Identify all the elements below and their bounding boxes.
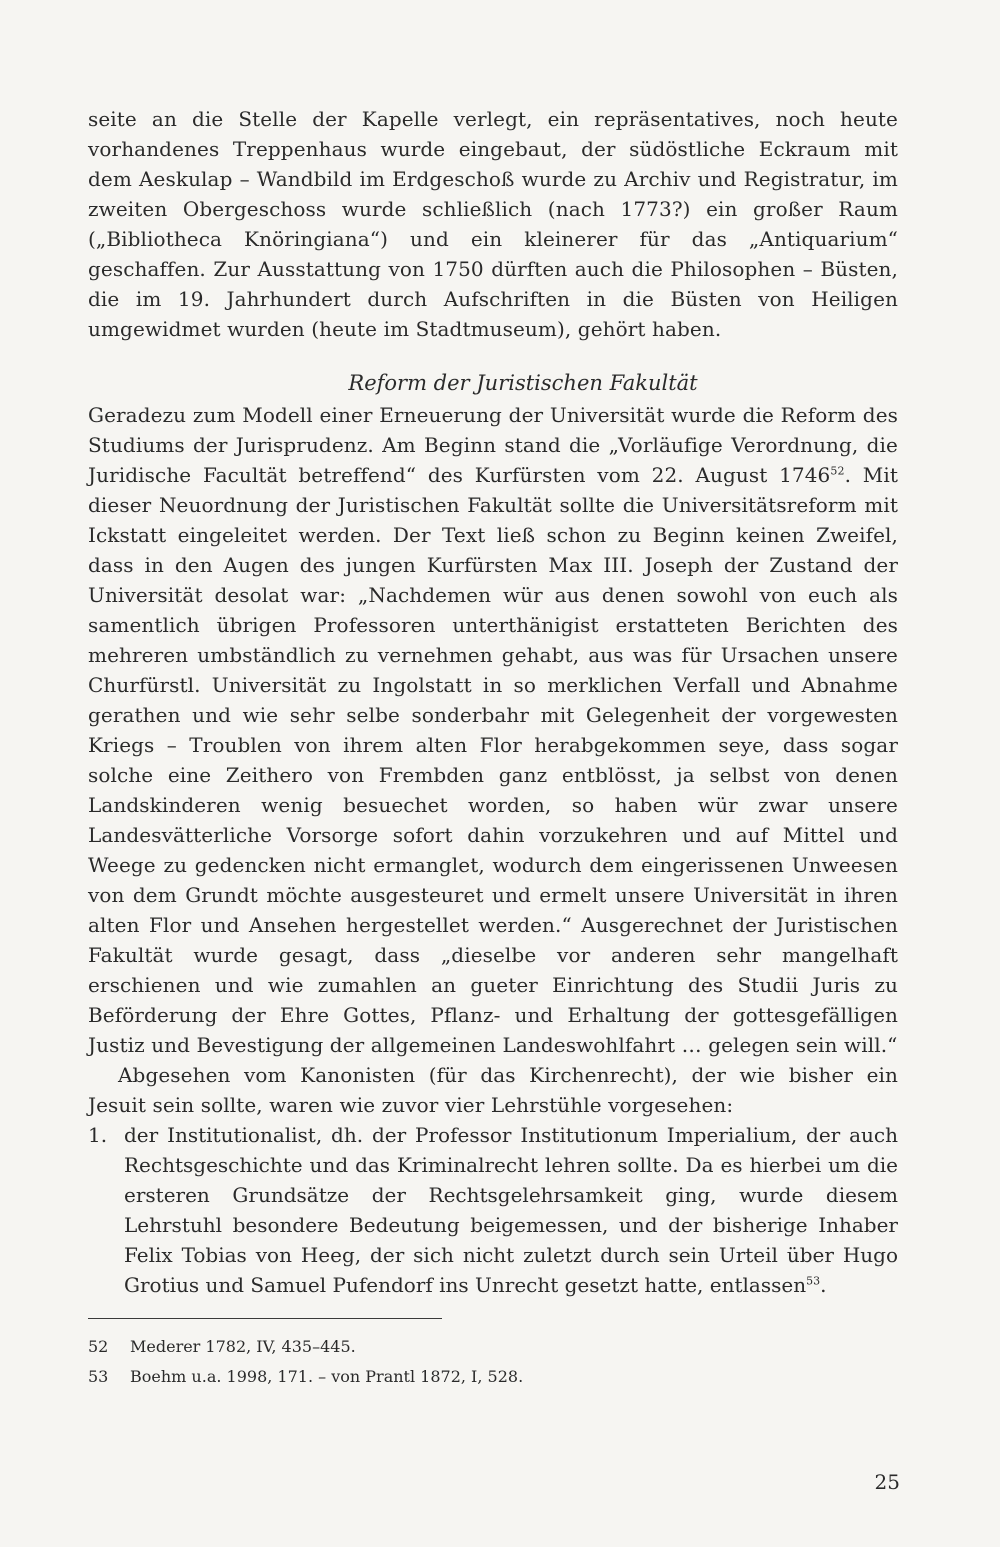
list-item-end: . [820,1273,827,1297]
footnote [88,1362,898,1392]
paragraph-2 [88,400,898,1060]
footnote-text: Mederer 1782, IV, 435–445. [130,1337,356,1356]
chair-list [88,1120,898,1300]
footnote [88,1332,898,1362]
page-number: 25 [874,1470,900,1494]
paragraph-3: Abgesehen vom Kanonisten (für das Kirchenrecht), der wie bisher ein Jesuit sein sollte, waren wie zuvor vier Lehrstühle vorgesehen: [88,1063,898,1117]
footnote-divider [88,1318,442,1319]
footnote-text: Boehm u.a. 1998, 171. – von Prantl 1872, I, 528. [130,1367,524,1386]
list-item-text: der Institutionalist, dh. der Professor Institutionum Imperialium, der auch Rechtsgeschichte und das Kriminalrecht lehren sollte. Da es hierbei um die ersteren Grundsätze der Rechtsgelehrsamkeit ging, wurde diesem Lehrstuhl besondere Bedeutung beigemessen, und der bisherige Inhaber Felix Tobias von Heeg, der sich nicht zuletzt durch sein Urteil über Hugo Grotius und Samuel Pufendorf ins Unrecht gesetzt hatte, entlassen [124,1123,898,1297]
list-item [88,1120,898,1300]
list-item-number: 1. [88,1123,108,1147]
footnote-number: 53 [88,1367,109,1386]
footnote-ref-53: 53 [806,1274,821,1288]
footnotes [88,1332,898,1392]
paragraph-1: seite an die Stelle der Kapelle verlegt, ein repräsentatives, noch heute vorhandenes Treppenhaus wurde eingebaut, der südöstliche Eckraum mit dem Aeskulap – Wandbild im Erdgeschoß wurde zu Archiv und Registratur, im zweiten Obergeschoss wurde schließlich (nach 1773?) ein großer Raum („Bibliotheca Knöringiana“) und ein kleinerer für das „Antiquarium“ geschaffen. Zur Ausstattung von 1750 dürften auch die Philosophen – Büsten, die im 19. Jahrhundert durch Aufschriften in die Büsten von Heiligen umgewidmet wurden (heute im Stadtmuseum), gehört haben. [88,107,898,341]
footnote-ref-52: 52 [830,464,845,478]
section-heading: Reform der Juristischen Fakultät [348,371,698,395]
footnote-number: 52 [88,1337,109,1356]
paragraph-2-text-b: . Mit dieser Neuordnung der Juristischen Fakultät sollte die Universitätsreform mit Ickstatt eingeleitet werden. Der Text ließ schon zu Beginn keinen Zweifel, dass in den Augen des jungen Kurfürsten Max III. Joseph der Zustand der Universität desolat war: „Nachdemen wür aus denen sowohl von euch als samentlich übrigen Professoren unterthänigist erstatteten Berichten des mehreren umbständlich zu vernehmen gehabt, aus was für Ursachen unsere Churfürstl. Universität zu Ingolstatt in so merklichen Verfall und Abnahme gerathen und wie sehr selbe sonderbahr mit Gelegenheit der vorgewesten Kriegs – Troublen von ihrem alten Flor herabgekommen seye, dass sogar solche eine Zeithero von Frembden ganz entblösst, ja selbst von denen Landskinderen wenig besuechet worden, so haben wür zwar unsere Landesvätterliche Vorsorge sofort dahin vorzukehren und auf Mittel und Weege zu gedencken nicht ermanglet, wodurch dem eingerissenen Unweesen von dem Grundt möchte ausgesteuret und ermelt unsere Universität in ihren alten Flor und Ansehen hergestellet werden.“ Ausgerechnet der Juristischen Fakultät wurde gesagt, dass „dieselbe vor anderen sehr mangelhaft erschienen und wie zumahlen an gueter Einrichtung des Studii Juris zu Beförderung der Ehre Gottes, Pflanz- und Erhaltung der gottesgefälligen Justiz und Bevestigung der allgemeinen Landeswohlfahrt … gelegen sein will.“ [88,463,898,1057]
paragraph-2-text-a: Geradezu zum Modell einer Erneuerung der Universität wurde die Reform des Studiums der Jurisprudenz. Am Beginn stand die „Vorläufige Verordnung, die Juridische Facultät betreffend“ des Kurfürsten vom 22. August 1746 [88,403,898,487]
